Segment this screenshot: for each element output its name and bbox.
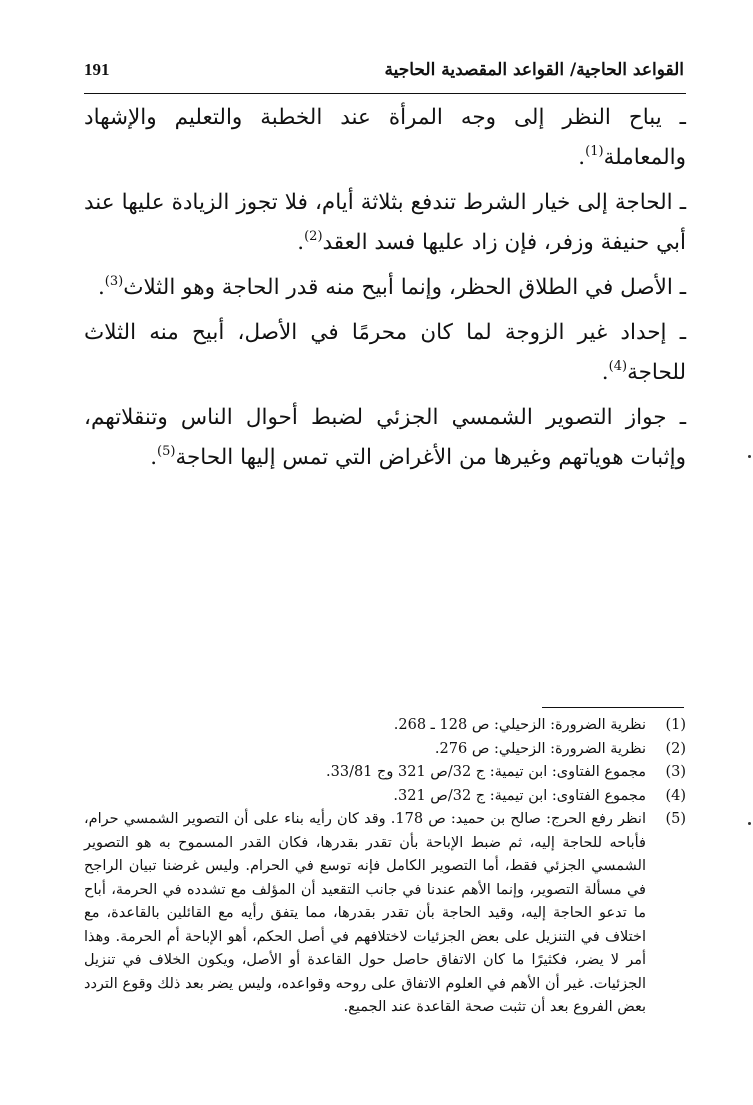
footnote-number: (1) [665, 717, 686, 733]
paragraph-tail: . [150, 445, 158, 470]
footnote-separator [542, 707, 684, 708]
paragraph-tail: . [601, 360, 609, 385]
paragraph-tail: . [578, 145, 586, 170]
paragraph [84, 268, 686, 308]
paragraph [84, 313, 686, 393]
paragraph-text: ـ الحاجة إلى خيار الشرط تندفع بثلاثة أيام، فلا تجوز الزيادة عليها عند أبي حنيفة وزفر، فإن زاد عليها فسد العقد [84, 190, 686, 255]
paragraph [84, 183, 686, 263]
footnote-number: (4) [665, 787, 686, 804]
main-text [84, 98, 686, 483]
footnote [84, 738, 686, 762]
footnote-text: انظر رفع الحرج: صالح بن حميد: ص 178. وقد كان رأيه بناء على أن التصوير الشمسي حرام، فأباحه للحاجة إليه، ثم ضبط الإباحة بأن تقدر بقدرها، فكان القدر المسموح به هو التصوير الشمسي الجزئي فقط، أما التصوير الكامل فإنه توسع في الحرام. وليس غرضنا تبيان الراجح في مسألة التصوير، وإنما الأهم عندنا في جانب التقعيد أن المؤلف مع تشدده في الحرمة، أباح ما تدعو الحاجة إليه، وقيد الحاجة بأن تقدر بقدرها، مما يتفق رأيه مع القائلين بالقاعدة، مع اختلاف في التنزيل على بعض الجزئيات لاختلافهم في أصل الحكم، أهو الإباحة أم الحرمة. وهذا أمر لا يضر، فكثيرًا ما كان الاتفاق حاصل حول القاعدة أو الأصل، ويكون الخلاف في تنزيل الجزئيات. غير أن الأهم في العلوم الاتفاق على روحه وقواعده، وليس يضر بعد ذلك وقوع التردد بعض الفروع بعد أن تثبت صحة القاعدة عند الجميع. [84, 811, 646, 1015]
paragraph [84, 398, 686, 478]
footnote-number: (3) [665, 764, 686, 780]
paragraph [84, 98, 686, 178]
page-number: 191 [84, 60, 110, 79]
footnote-marker: (4) [608, 359, 628, 374]
footnote [84, 808, 686, 1020]
paragraph-text: ـ يباح النظر إلى وجه المرأة عند الخطبة والتعليم والإشهاد والمعاملة [84, 105, 686, 170]
scan-edge-mark [748, 455, 751, 458]
paragraph-text: ـ جواز التصوير الشمسي الجزئي لضبط أحوال الناس وتنقلاتهم، وإثبات هوياتهم وغيرها من الأغراض التي تمس إليها الحاجة [84, 405, 686, 470]
footnote [84, 785, 686, 809]
footnote-marker: (5) [157, 444, 176, 459]
footnote-marker: (1) [585, 144, 604, 159]
footnote-text: نظرية الضرورة: الزحيلي: ص 128 ـ 268. [393, 717, 646, 733]
footnote-number: (5) [665, 811, 686, 827]
scan-edge-mark [748, 822, 751, 825]
footnote [84, 761, 686, 785]
paragraph-tail: . [297, 230, 305, 255]
footnote-number: (2) [665, 740, 686, 757]
footnote-marker: (3) [104, 274, 124, 289]
page-header [84, 56, 684, 90]
paragraph-text: ـ إحداد غير الزوجة لما كان محرمًا في الأصل، أبيح منه الثلاث للحاجة [84, 320, 686, 385]
paragraph-text: ـ الأصل في الطلاق الحظر، وإنما أبيح منه قدر الحاجة وهو الثلاث [123, 275, 686, 300]
footnote-text: نظرية الضرورة: الزحيلي: ص 276. [434, 740, 646, 757]
paragraph-tail: . [97, 275, 105, 300]
running-title: القواعد الحاجية/ القواعد المقصدية الحاجية [384, 60, 684, 80]
footnote-text: مجموع الفتاوى: ابن تيمية: ج 32/ص 321. [393, 787, 646, 804]
footnote-text: مجموع الفتاوى: ابن تيمية: ج 32/ص 321 وج 33/81. [326, 764, 646, 780]
header-rule [84, 93, 686, 94]
footnote [84, 714, 686, 738]
footnotes [84, 714, 686, 1020]
footnote-marker: (2) [304, 229, 323, 244]
